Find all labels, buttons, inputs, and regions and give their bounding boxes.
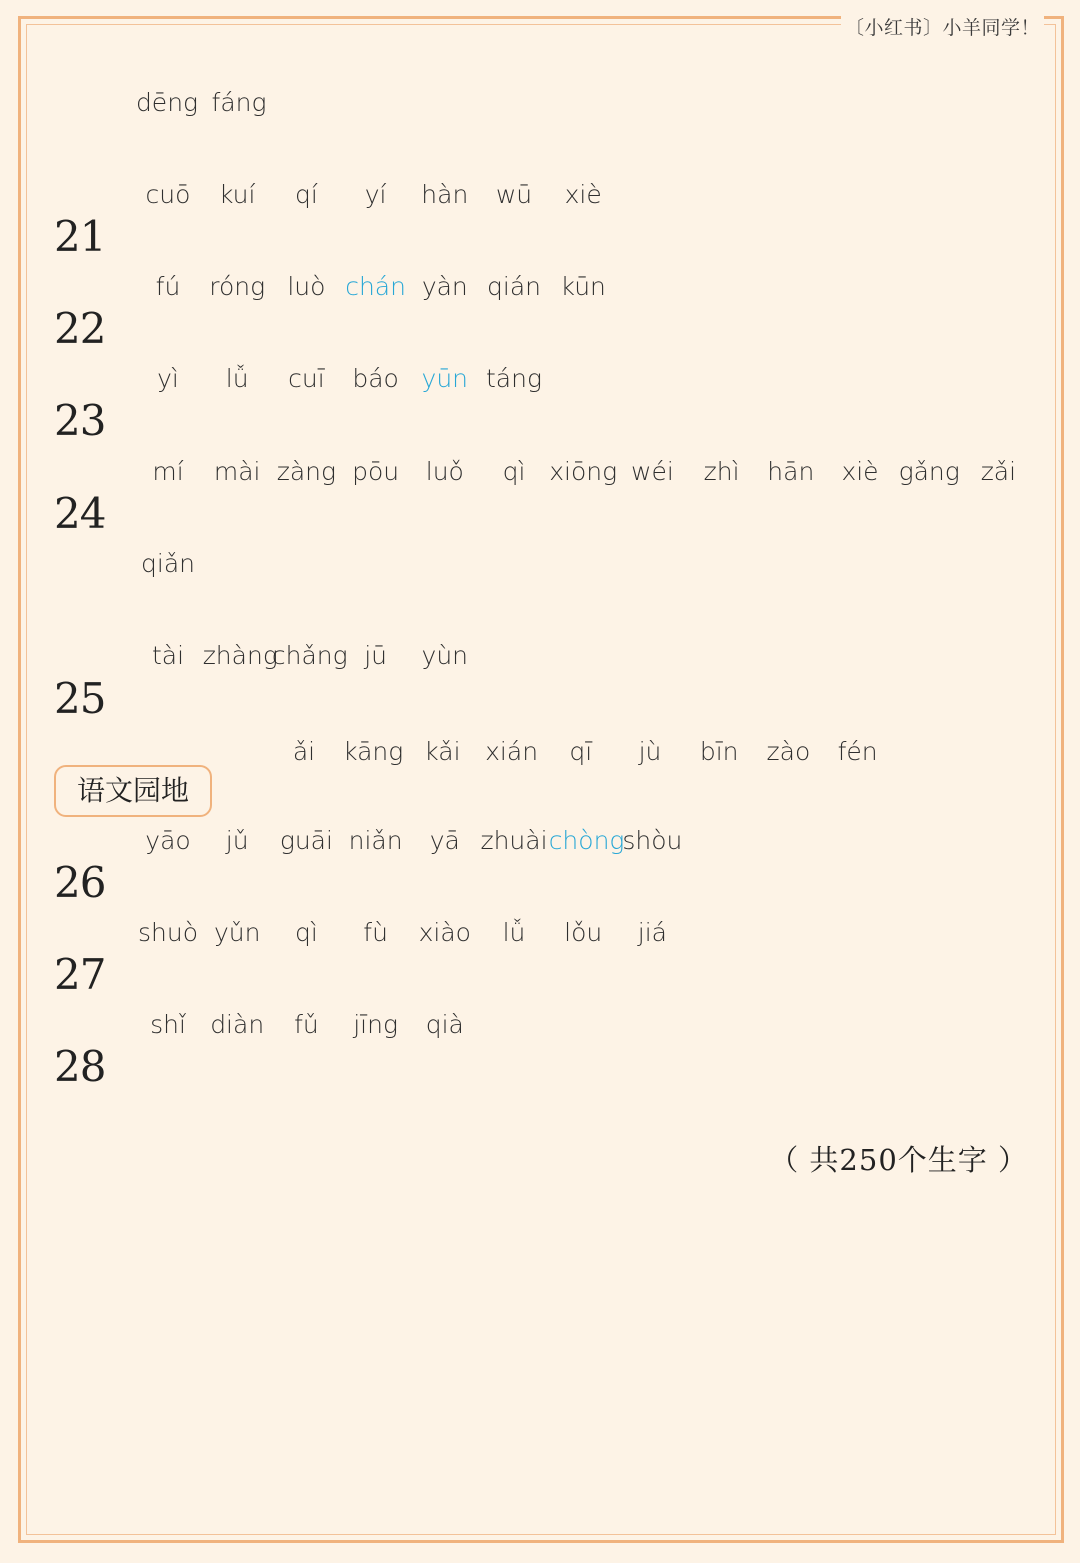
pinyin-word: dēng — [135, 88, 199, 117]
pinyin-word: jù — [638, 737, 662, 766]
pinyin-word: shòu — [622, 826, 683, 855]
pinyin-word: mài — [213, 457, 261, 486]
pinyin-word: shuò — [137, 918, 198, 947]
pinyin-word: táng — [486, 364, 542, 393]
pinyin-word: fǔ — [294, 1010, 319, 1039]
lesson-number-22: 22 — [54, 304, 106, 353]
pinyin-word: fáng — [211, 88, 267, 117]
pinyin-word: fù — [363, 918, 388, 947]
pinyin-word: yùn — [421, 641, 469, 670]
pinyin-word: yāo — [145, 826, 191, 855]
lesson-number-23: 23 — [54, 396, 106, 445]
pinyin-word: yǔn — [213, 918, 261, 947]
pinyin-word: hàn — [421, 180, 469, 209]
pinyin-row-25 — [0, 641, 1080, 681]
pinyin-row-26 — [0, 826, 1080, 866]
pinyin-word: fén — [837, 737, 878, 766]
pinyin-word: kūn — [560, 272, 606, 301]
pinyin-row-24b — [0, 549, 1080, 589]
pinyin-word: zhàng — [202, 641, 278, 670]
pinyin-word: gǎng — [898, 457, 960, 486]
pinyin-word: luǒ — [425, 457, 464, 486]
pinyin-row-21 — [0, 180, 1080, 220]
pinyin-word: lǚ — [225, 364, 249, 393]
pinyin-word: xiōng — [549, 457, 618, 486]
pinyin-word: hān — [767, 457, 815, 486]
pinyin-row-27 — [0, 918, 1080, 958]
lesson-number-24: 24 — [54, 489, 106, 538]
pinyin-word: wéi — [631, 457, 674, 486]
pinyin-word: qì — [294, 918, 318, 947]
watermark-text: 〔小红书〕小羊同学！ — [841, 13, 1044, 40]
pinyin-word: shǐ — [150, 1010, 186, 1039]
pinyin-word: lǒu — [564, 918, 603, 947]
pinyin-word: xiào — [418, 918, 471, 947]
pinyin-word: kuí — [218, 180, 256, 209]
pinyin-word: cuō — [145, 180, 191, 209]
pinyin-word: xiè — [564, 180, 602, 209]
pinyin-word: pōu — [352, 457, 400, 486]
pinyin-word: tài — [151, 641, 185, 670]
pinyin-word: xiè — [841, 457, 879, 486]
pinyin-word: fú — [155, 272, 181, 301]
pinyin-row-22 — [0, 272, 1080, 312]
pinyin-word: qī — [569, 737, 593, 766]
lesson-number-27: 27 — [54, 950, 106, 999]
pinyin-word: zhuài — [480, 826, 548, 855]
pinyin-word: chán — [345, 272, 406, 301]
pinyin-word: jǔ — [225, 826, 249, 855]
lesson-number-28: 28 — [54, 1042, 106, 1091]
pinyin-row-28 — [0, 1010, 1080, 1050]
pinyin-word: zàng — [276, 457, 337, 486]
pinyin-word: yūn — [421, 364, 469, 393]
pinyin-word: yí — [364, 180, 387, 209]
pinyin-word: qián — [487, 272, 541, 301]
pinyin-word: yàn — [421, 272, 468, 301]
pinyin-word: niǎn — [348, 826, 403, 855]
pinyin-word: chòng — [548, 826, 625, 855]
pinyin-word: diàn — [210, 1010, 265, 1039]
pinyin-word: cuī — [288, 364, 325, 393]
pinyin-word: yā — [429, 826, 460, 855]
pinyin-word: kǎi — [424, 737, 461, 766]
pinyin-word: chǎng — [271, 641, 348, 670]
pinyin-word: yì — [157, 364, 179, 393]
pinyin-word: wū — [495, 180, 533, 209]
pinyin-word: qià — [425, 1010, 464, 1039]
pinyin-word: ǎi — [292, 737, 316, 766]
pinyin-word: jiá — [637, 918, 667, 947]
pinyin-word: jū — [364, 641, 387, 670]
pinyin-word: báo — [352, 364, 399, 393]
pinyin-word: jīng — [353, 1010, 398, 1039]
pinyin-word: qí — [294, 180, 318, 209]
pinyin-word: qì — [502, 457, 526, 486]
pinyin-row-23 — [0, 364, 1080, 404]
lesson-number-21: 21 — [54, 212, 106, 261]
pinyin-word: zhì — [703, 457, 740, 486]
pinyin-row-24 — [0, 457, 1080, 497]
pinyin-word: luò — [287, 272, 326, 301]
pinyin-word: xián — [485, 737, 539, 766]
pinyin-word: guāi — [279, 826, 333, 855]
pinyin-word: zǎi — [980, 457, 1017, 486]
pinyin-row-top — [0, 88, 1080, 128]
total-character-count: （ 共250个生字 ） — [769, 1143, 1028, 1177]
pinyin-word: qiǎn — [141, 549, 195, 578]
lesson-number-26: 26 — [54, 858, 106, 907]
section-badge-yuwen-yuandi: 语文园地 — [54, 765, 212, 817]
pinyin-word: mí — [152, 457, 184, 486]
pinyin-word: bīn — [699, 737, 739, 766]
pinyin-word: lǚ — [502, 918, 526, 947]
pinyin-word: zào — [766, 737, 811, 766]
pinyin-word: kāng — [343, 737, 404, 766]
pinyin-word: róng — [209, 272, 266, 301]
lesson-number-25: 25 — [54, 674, 106, 723]
